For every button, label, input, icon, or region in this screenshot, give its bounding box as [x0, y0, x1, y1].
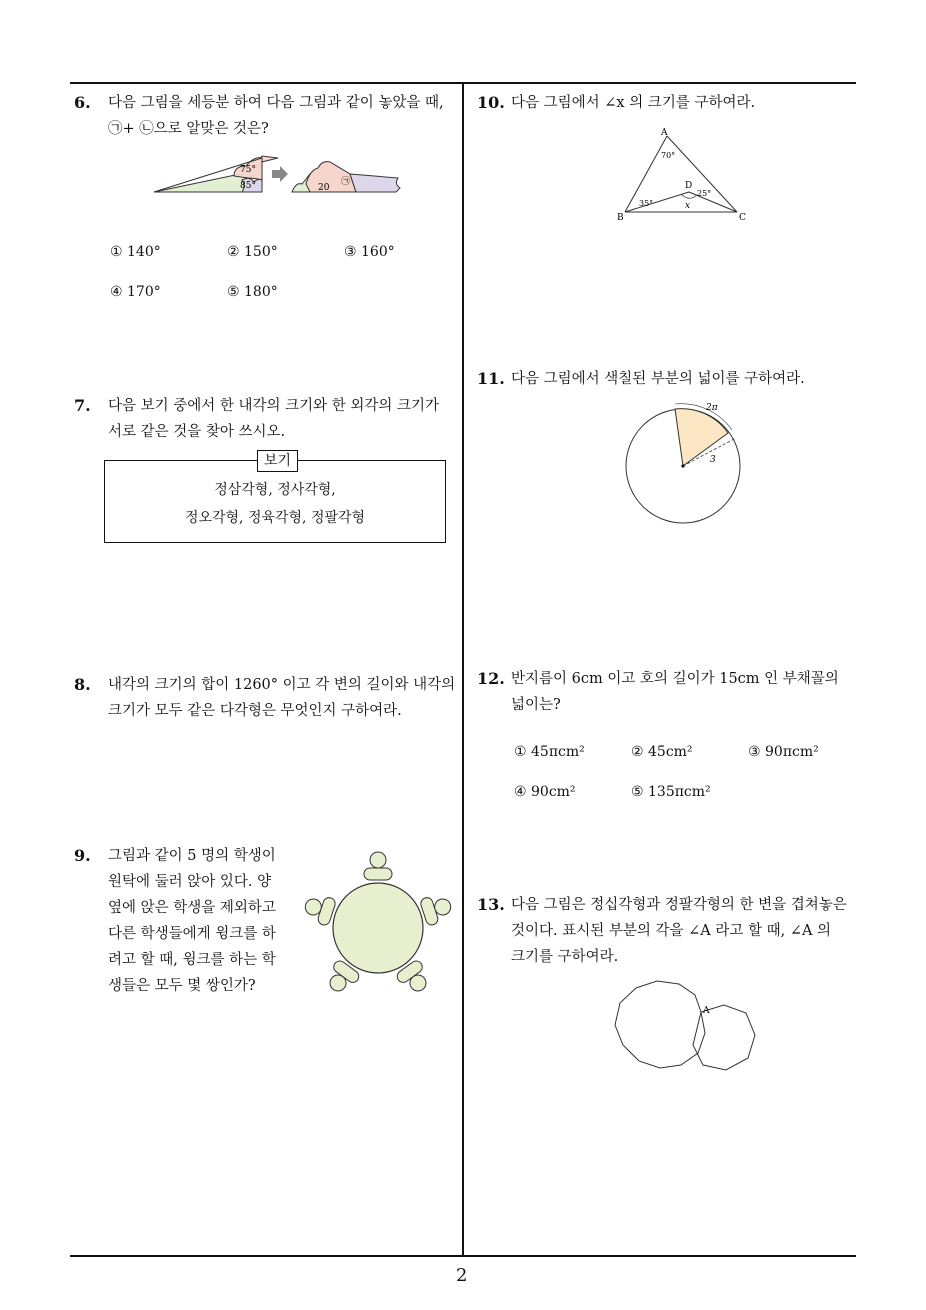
question-text: 다음 그림은 정십각형과 정팔각형의 한 변을 겹쳐놓은 것이다. 표시된 부분의 각을 ∠A 라고 할 때, ∠A 의 크기를 구하여라.	[511, 897, 847, 965]
label-25: 25°	[697, 189, 712, 198]
q11-sector-figure	[620, 400, 750, 530]
label-75: 75°	[240, 165, 256, 175]
question-text: 다음 그림에서 ∠x 의 크기를 구하여라.	[511, 95, 756, 111]
choice-2[interactable]: ② 150°	[227, 244, 278, 260]
label-2pi: 2π	[706, 403, 718, 413]
choice-3[interactable]: ③ 90πcm²	[748, 744, 819, 760]
example-line-1: 정삼각형, 정사각형,	[214, 482, 336, 498]
label-A: A	[661, 128, 668, 138]
question-text: 다음 그림에서 색칠된 부분의 넓이를 구하여라.	[511, 371, 805, 387]
rearranged-purple	[350, 174, 400, 192]
label-x: x	[685, 201, 691, 211]
question-9	[74, 843, 304, 999]
question-number: 6.	[74, 93, 91, 112]
q10-triangle-figure	[615, 126, 755, 226]
question-number: 11.	[477, 369, 505, 388]
choice-3[interactable]: ③ 160°	[344, 244, 395, 260]
question-text: 다음 보기 중에서 한 내각의 크기와 한 외각의 크기가 서로 같은 것을 찾아 쓰시오.	[108, 398, 440, 440]
choice-5[interactable]: ⑤ 180°	[227, 284, 278, 300]
example-box	[104, 453, 446, 543]
question-text: 그림과 같이 5 명의 학생이 원탁에 둘러 앉아 있다. 양 옆에 앉은 학생을 제외하고 다른 학생들에게 윙크를 하 려고 할 때, 윙크를 하는 학 생들은 모두 몇 쌍인가?	[108, 848, 276, 994]
choice-4[interactable]: ④ 90cm²	[514, 784, 576, 800]
choice-5[interactable]: ⑤ 135πcm²	[631, 784, 711, 800]
q13-polygons-figure	[605, 975, 765, 1080]
example-line-2: 정오각형, 정육각형, 정팔각형	[184, 510, 366, 526]
question-10	[477, 90, 862, 116]
bottom-rule	[70, 1255, 856, 1257]
round-table-figure	[298, 848, 458, 1003]
label-C: C	[739, 213, 746, 223]
label-70: 70°	[661, 151, 676, 160]
page-number: 2	[456, 1265, 468, 1286]
decagon	[615, 981, 705, 1068]
question-text: 다음 그림을 세등분 하여 다음 그림과 같이 놓았을 때, ㉠+ ㉡으로 알맞은 것은?	[108, 95, 444, 137]
question-7	[74, 393, 459, 445]
question-number: 13.	[477, 895, 505, 914]
example-box-title: 보기	[257, 450, 298, 472]
question-8	[74, 672, 459, 724]
label-20: 20	[318, 183, 330, 193]
label-B: B	[617, 213, 624, 223]
question-number: 9.	[74, 846, 91, 865]
question-text: 반지름이 6cm 이고 호의 길이가 15cm 인 부채꼴의 넓이는?	[511, 671, 839, 713]
round-table	[333, 883, 423, 973]
student-left	[301, 891, 336, 926]
label-giyeok: ㉠	[341, 177, 351, 187]
student-top	[364, 852, 392, 880]
label-85: 85°	[240, 181, 256, 191]
question-number: 10.	[477, 93, 505, 112]
center-divider	[462, 82, 464, 1257]
question-13	[477, 892, 862, 970]
q6-figure	[150, 152, 410, 202]
question-number: 8.	[74, 675, 91, 694]
question-6	[74, 90, 459, 142]
choice-1[interactable]: ① 140°	[110, 244, 161, 260]
label-3: 3	[710, 455, 716, 465]
question-text: 내각의 크기의 합이 1260° 이고 각 변의 길이와 내각의 크기가 모두 같은 다각형은 무엇인지 구하여라.	[108, 677, 456, 719]
label-35: 35°	[639, 199, 654, 208]
choice-1[interactable]: ① 45πcm²	[514, 744, 585, 760]
student-right	[419, 891, 454, 926]
choice-2[interactable]: ② 45cm²	[631, 744, 693, 760]
question-number: 12.	[477, 669, 505, 688]
choice-4[interactable]: ④ 170°	[110, 284, 161, 300]
question-number: 7.	[74, 396, 91, 415]
arrow-icon	[272, 166, 288, 182]
question-11	[477, 366, 862, 392]
question-12	[477, 666, 862, 718]
label-A: A	[703, 1006, 710, 1016]
label-D: D	[685, 181, 693, 191]
